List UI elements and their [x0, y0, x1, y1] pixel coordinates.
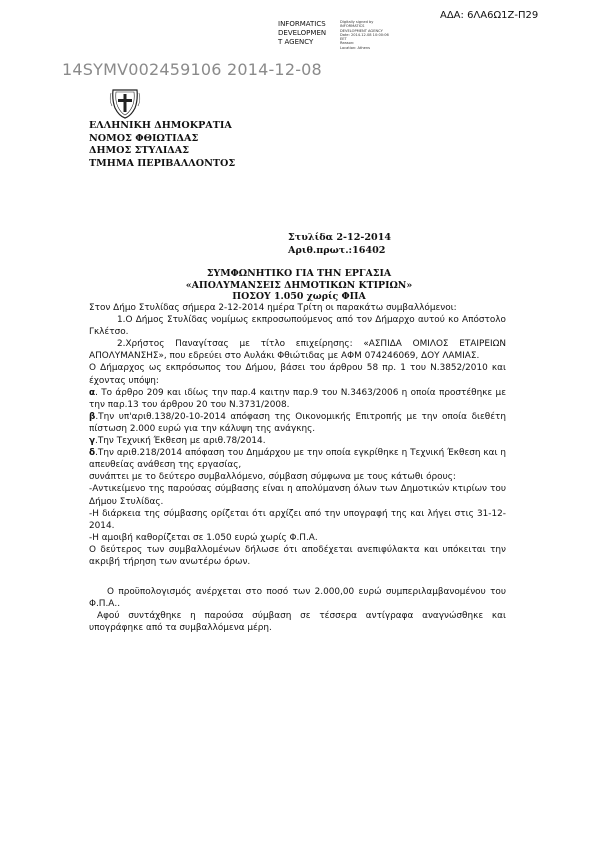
consideration-b	[89, 411, 506, 435]
consideration-c	[89, 435, 506, 447]
consideration-d-letter: δ	[89, 448, 96, 459]
consideration-a	[89, 387, 506, 411]
consideration-b-text: .Την υπ'αριθ.138/20-10-2014 απόφαση της Οικονομικής Επιτροπής με την οποία διεθέτη πίστωση 2.000 ευρώ για την κάλυψη της ανάγκης.	[89, 411, 506, 434]
document-watermark: 14SYMV002459106 2014-12-08	[62, 60, 322, 79]
signature-details	[340, 20, 430, 50]
consideration-a-letter: α	[89, 387, 96, 398]
title-amount: ΠΟΣΟΥ 1.050 χωρίς ΦΠΑ	[232, 291, 366, 302]
title-line: ΣΥΜΦΩΝΗΤΙΚΟ ΓΙΑ ΤΗΝ ΕΡΓΑΣΙΑ	[206, 268, 392, 279]
representative-paragraph: Ο Δήμαρχος ως εκπρόσωπος του Δήμου, βάσει του άρθρου 58 πρ. 1 του Ν.3852/2010 και έχοντας υπόψη:	[89, 363, 506, 386]
consideration-c-text: .Την Τεχνική Έκθεση με αριθ.78/2014.	[95, 436, 266, 447]
signature-org-line: DEVELOPMEN	[278, 29, 327, 37]
intro-paragraph: Στον Δήμο Στυλίδας σήμερα 2-12-2014 ημέρα Τρίτη οι παρακάτω συμβαλλόμενοι:	[89, 303, 457, 313]
signature-detail-line: INFORMATICS	[340, 24, 365, 29]
term-fee: -Η αμοιβή καθορίζεται σε 1.050 ευρώ χωρίς Φ.Π.Α.	[89, 532, 318, 543]
header-department: ΤΜΗΜΑ ΠΕΡΙΒΑΛΛΟΝΤΟΣ	[89, 157, 236, 169]
signature-detail-line: Location: Athens	[340, 45, 370, 50]
signature-org-line: T AGENCY	[278, 38, 314, 46]
header-prefecture: ΝΟΜΟΣ ΦΘΙΩΤΙΔΑΣ	[89, 132, 199, 144]
protocol-number: Αριθ.πρωτ.:16402	[288, 244, 386, 256]
digital-signature-block	[278, 20, 428, 54]
header-country: ΕΛΛΗΝΙΚΗ ΔΗΜΟΚΡΑΤΙΑ	[89, 120, 232, 131]
party-1: 1.Ο Δήμος Στυλίδας νομίμως εκπροσωπούμενος από τον Δήμαρχο αυτού κο Απόστολο Γκλέτσο.	[89, 315, 506, 338]
place-date-block	[288, 232, 391, 257]
signature-detail-line: DEVELOPMENT AGENCY	[340, 28, 383, 33]
term-duration: -Η διάρκεια της σύμβασης ορίζεται ότι αρχίζει από την υπογραφή της και λήγει στις 31-12-2014.	[89, 508, 506, 531]
consideration-d	[89, 447, 506, 471]
signature-org-line: INFORMATICS	[278, 20, 326, 28]
budget-paragraph: Ο προϋπολογισμός ανέρχεται στο ποσό των 2.000,00 ευρώ συμπεριλαμβανομένου του Φ.Π.Α..	[89, 587, 506, 610]
consideration-c-letter: γ	[89, 436, 96, 447]
acceptance-paragraph: Ο δεύτερος των συμβαλλομένων δήλωσε ότι αποδέχεται ανεπιφύλακτα και υπόκειται την ακριβή τήρηση των ανωτέρω όρων.	[89, 544, 506, 567]
party-2: 2.Χρήστος Παναγίτσας με τίτλο επιχείρησης: «ΑΣΠΙΔΑ ΟΜΙΛΟΣ ΕΤΑΙΡΕΙΩΝ ΑΠΟΛΥΜΑΝΣΗΣ», που εδρεύει στο Αυλάκι Φθιώτιδας με ΑΦΜ 074246069, ΔΟΥ ΛΑΜΙΑΣ.	[89, 339, 506, 362]
title-line: «ΑΠΟΛΥΜΑΝΣΕΙΣ ΔΗΜΟΤΙΚΩΝ ΚΤΙΡΙΩΝ»	[185, 279, 413, 291]
document-title	[89, 268, 509, 303]
hellenic-emblem-icon	[108, 86, 142, 120]
consideration-b-letter: β	[89, 411, 96, 422]
consideration-d-text: .Την αριθ.218/2014 απόφαση του Δημάρχου με την οποία εγκρίθηκε η Τεχνική Έκθεση και η απευθείας ανάθεση της εργασίας,	[89, 448, 506, 471]
signature-detail-line: Date: 2014.12.08 10:00:06	[340, 32, 389, 37]
issuing-authority	[89, 120, 235, 170]
paragraph-gap	[89, 568, 506, 586]
signature-detail-line: Reason:	[340, 41, 355, 46]
document-body	[89, 302, 506, 634]
agreement-paragraph: συνάπτει με το δεύτερο συμβαλλόμενο, σύμβαση σύμφωνα με τους κάτωθι όρους:	[89, 472, 456, 483]
term-subject: -Αντικείμενο της παρούσας σύμβασης είναι η απολύμανση όλων των Δημοτικών κτιρίων του Δήμου Στυλίδας.	[89, 484, 506, 507]
signature-detail-line: Digitally signed by	[340, 20, 374, 24]
consideration-a-text: . Το άρθρο 209 και ιδίως την παρ.4 καιτην παρ.9 του Ν.3463/2006 η οποία προστέθηκε με την παρ.13 του άρθρου 20 του Ν.3731/2008.	[89, 387, 506, 410]
signature-org	[278, 20, 338, 47]
place-date: Στυλίδα 2-12-2014	[288, 232, 392, 243]
closing-paragraph: Αφού συντάχθηκε η παρούσα σύμβαση σε τέσσερα αντίγραφα αναγνώσθηκε και υπογράφηκε από τα συμβαλλόμενα μέρη.	[89, 611, 506, 634]
signature-detail-line: EET	[340, 37, 347, 42]
ada-code: ΑΔΑ: 6ΛΑ6Ω1Ζ-Π29	[440, 10, 539, 21]
header-municipality: ΔΗΜΟΣ ΣΤΥΛΙΔΑΣ	[89, 145, 189, 156]
